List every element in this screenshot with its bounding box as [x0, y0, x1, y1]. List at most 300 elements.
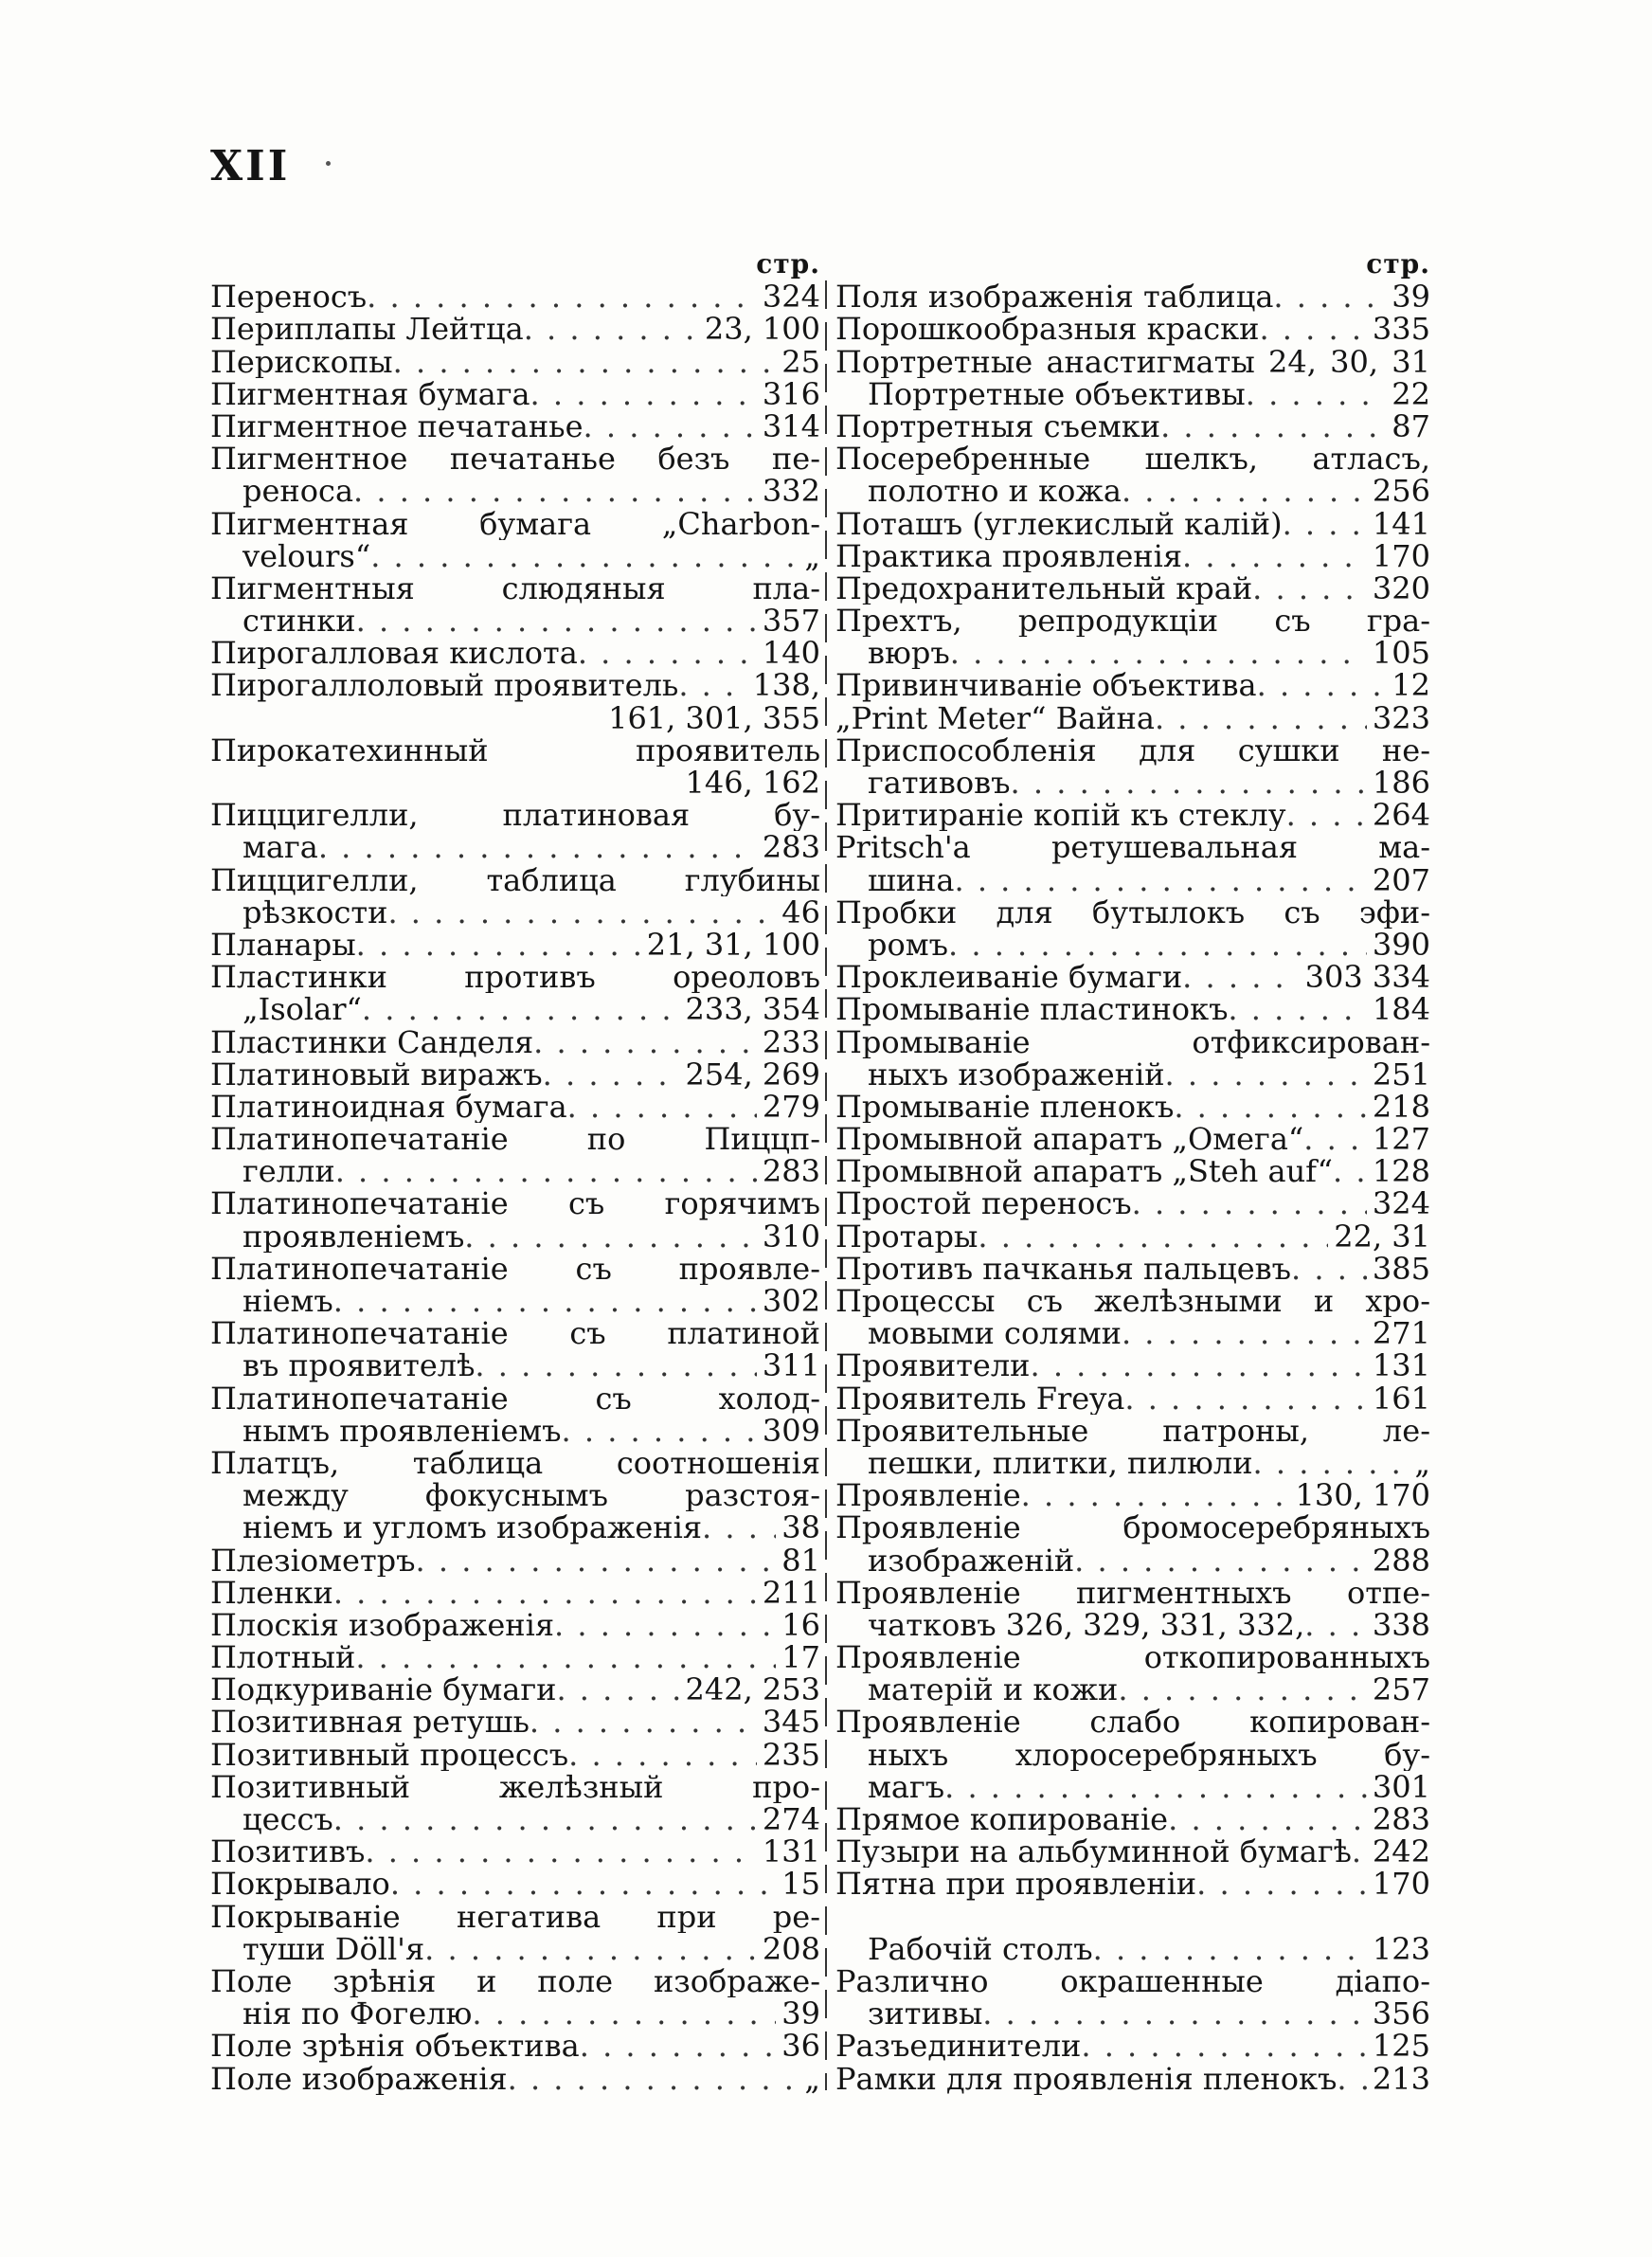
index-entry [835, 1220, 1430, 1253]
entry-page-ref: 207 [1372, 863, 1430, 896]
entry-term: стинки [242, 605, 356, 638]
entry-page-ref: 338 [1372, 1608, 1430, 1642]
index-entries-right [835, 280, 1430, 2095]
dot-leader [464, 1220, 757, 1253]
entry-page-ref: 283 [1372, 1803, 1430, 1836]
dot-leader [1337, 2063, 1367, 2095]
entry-term: Платинопечатаніе съ холод- [210, 1381, 820, 1415]
entry-page-ref: 21, 31, 100 [646, 928, 820, 962]
entry-term: Портретныя съемки [835, 409, 1161, 443]
index-entry [210, 346, 820, 378]
dot-leader [1118, 1673, 1367, 1706]
dot-leader [1333, 1155, 1367, 1187]
index-entry [210, 1058, 820, 1091]
entry-term: ніемъ и угломъ изображенія [242, 1511, 703, 1544]
index-entry [210, 1349, 820, 1381]
index-entry [835, 540, 1430, 572]
dot-leader [508, 2063, 799, 2095]
dot-leader [355, 1641, 776, 1673]
entry-page-ref: 131 [762, 1835, 820, 1869]
entry-term: ромъ [868, 928, 948, 962]
index-entry [835, 280, 1430, 313]
dot-leader [1304, 1609, 1367, 1641]
entry-term: Пластинки Санделя [210, 1025, 534, 1058]
index-entry [835, 1933, 1430, 1965]
index-entry [835, 1965, 1430, 1997]
index-entry [835, 1511, 1430, 1544]
index-entry [210, 540, 820, 572]
entry-page-ref: 46 [781, 895, 820, 929]
index-entry [210, 799, 820, 831]
index-entry [210, 896, 820, 929]
index-entry [210, 1868, 820, 1900]
index-entry [835, 864, 1430, 896]
column-divider [825, 280, 827, 2090]
dot-leader [1165, 1058, 1367, 1091]
entry-page-ref: 161 [1372, 1381, 1430, 1415]
index-entry [210, 1415, 820, 1447]
index-entry [835, 1026, 1430, 1058]
entry-term: Покрывало [210, 1868, 390, 1901]
dot-leader [524, 313, 699, 345]
index-entry [210, 410, 820, 442]
entry-term: Протары [835, 1219, 979, 1253]
index-entry [210, 1803, 820, 1835]
entry-term: Позитивная ретушь [210, 1706, 530, 1739]
index-entry [210, 1933, 820, 1965]
dot-leader [1081, 2030, 1367, 2062]
entry-term: Процессы съ желѣзными и хро- [835, 1285, 1430, 1318]
entry-page-ref: 251 [1372, 1057, 1430, 1091]
index-entry [210, 475, 820, 507]
entry-term: Прехтъ, репродукціи съ гра- [835, 605, 1430, 638]
entry-term: между фокуснымъ разстоя- [242, 1479, 820, 1512]
dot-leader [1273, 280, 1386, 313]
index-entry [210, 605, 820, 637]
entry-page-ref: 264 [1372, 799, 1430, 832]
index-entry [835, 1868, 1430, 1900]
index-entry [210, 1771, 820, 1803]
index-entry [210, 378, 820, 410]
index-entry [835, 410, 1430, 442]
dot-leader [1257, 669, 1387, 701]
dot-leader [948, 929, 1367, 961]
entry-term: Пигментная бумага [210, 377, 530, 410]
entry-page-ref: 170 [1372, 1868, 1430, 1901]
entry-term: изображеній [868, 1544, 1075, 1577]
index-entry [210, 1026, 820, 1058]
dot-leader [954, 864, 1366, 896]
dot-leader [1182, 540, 1367, 572]
entry-term: Порошкообразныя краски [835, 313, 1260, 346]
dot-leader [1093, 1933, 1367, 1965]
index-entry [210, 702, 820, 734]
index-column-left [210, 248, 820, 2095]
entry-page-ref: 385 [1372, 1252, 1430, 1285]
index-entry [210, 280, 820, 313]
entry-term: Пигментная бумага „Charbon- [210, 507, 820, 540]
entry-term: нымъ проявленіемъ [242, 1414, 562, 1447]
index-entry [210, 734, 820, 767]
entry-term: Подкуриваніе бумаги [210, 1673, 557, 1706]
entry-term: Платиноидная бумага [210, 1090, 567, 1124]
entry-page-ref: 16 [781, 1608, 820, 1642]
index-entry [835, 767, 1430, 799]
entry-term: Пирокатехинный проявитель [210, 733, 820, 767]
index-entry [210, 1285, 820, 1317]
dot-leader [950, 637, 1367, 669]
dot-leader [978, 1220, 1328, 1253]
entry-term: Пленки [210, 1576, 333, 1609]
index-entry [210, 1479, 820, 1511]
entry-page-ref: 324 [762, 280, 820, 314]
entry-page-ref: 146, 162 [685, 767, 820, 800]
entry-term: Различно окрашенные діапо- [835, 1964, 1430, 1998]
entry-term: нія по Фогелю [242, 1997, 473, 2031]
dot-leader [1122, 1317, 1367, 1349]
index-entry [210, 1091, 820, 1123]
index-entry [210, 1609, 820, 1641]
dot-leader [944, 1771, 1367, 1803]
entry-term: Поле зрѣнія объектива [210, 2030, 580, 2063]
dot-leader [365, 1835, 757, 1868]
dot-leader [333, 1577, 757, 1609]
entry-page-ref: 138, [752, 669, 820, 702]
entry-term: Проявители [835, 1349, 1031, 1382]
entry-page-ref: 283 [762, 831, 820, 864]
dot-leader [333, 1803, 757, 1835]
entry-term: Плезіометръ [210, 1544, 416, 1577]
entry-page-ref: 213 [1372, 2062, 1430, 2095]
index-entry [210, 1641, 820, 1673]
entry-term: Промываніе отфиксирован- [835, 1025, 1430, 1058]
index-entry [210, 1253, 820, 1285]
entry-page-ref: 22, 31 [1334, 1219, 1430, 1253]
dot-leader [1155, 702, 1367, 734]
index-entry [210, 669, 820, 701]
entry-term: вюръ [868, 637, 950, 670]
index-entry [835, 993, 1430, 1025]
dot-leader [387, 896, 776, 929]
index-entry [835, 2030, 1430, 2062]
entry-term: чатковъ 326, 329, 331, 332, [868, 1608, 1305, 1642]
index-entry [835, 1091, 1430, 1123]
dot-leader [1352, 1835, 1367, 1868]
index-entry [210, 929, 820, 961]
index-entry [835, 669, 1430, 701]
index-entry [835, 1285, 1430, 1317]
entry-page-ref: 242, 253 [685, 1673, 820, 1706]
index-entry [835, 1544, 1430, 1577]
entry-term: Рамки для проявленія пленокъ [835, 2062, 1338, 2095]
entry-term: Промываніе пластинокъ [835, 993, 1229, 1026]
entry-term: Пятна при проявленіи [835, 1868, 1197, 1901]
entry-term: „Isolar“ [242, 993, 362, 1026]
entry-page-ref: 170 [1372, 539, 1430, 572]
dot-leader [1011, 767, 1367, 799]
dot-leader [1124, 1382, 1367, 1415]
entry-term: цессъ [242, 1803, 333, 1836]
entry-page-ref: 127 [1372, 1123, 1430, 1156]
index-entry [210, 831, 820, 863]
entry-term: Прямое копированіе [835, 1803, 1169, 1836]
index-entry [835, 1771, 1430, 1803]
index-entry [835, 734, 1430, 767]
dot-leader [356, 929, 641, 961]
page-column-header: стр. [1366, 248, 1430, 280]
dot-leader [1021, 1479, 1290, 1511]
entry-page-ref: 235 [762, 1738, 820, 1771]
entry-page-ref: 335 [1372, 313, 1430, 346]
entry-term: Пробки для бутылокъ съ эфи- [835, 895, 1430, 929]
entry-page-ref: 271 [1372, 1317, 1430, 1350]
entry-term: реноса [242, 475, 354, 508]
index-entry [835, 1187, 1430, 1219]
entry-term: Посеребренные шелкъ, атласъ, [835, 442, 1430, 476]
index-entry [210, 1997, 820, 2030]
dot-leader [1259, 313, 1366, 345]
entry-page-ref: 257 [1372, 1673, 1430, 1706]
entry-page-ref: „ [804, 539, 820, 572]
index-entry [210, 442, 820, 475]
entry-page-ref: 283 [762, 1155, 820, 1188]
entry-term: Портретные анастигматы 24, 30, 31 [835, 345, 1430, 378]
dot-leader [678, 669, 746, 701]
entry-term: Портретные объективы [868, 377, 1246, 410]
entry-term: матерій и кожи [868, 1673, 1119, 1706]
entry-term: Притираніе копій къ стеклу [835, 799, 1286, 832]
index-entry [835, 1739, 1430, 1771]
entry-page-ref: 186 [1372, 767, 1430, 800]
dot-leader [702, 1511, 776, 1544]
entry-term: Проявленіе откопированныхъ [835, 1641, 1430, 1674]
entry-page-ref: 87 [1392, 409, 1430, 443]
index-entry [835, 1447, 1430, 1479]
entry-term: Предохранительный край [835, 571, 1253, 605]
entry-term: туши Döll'я [242, 1932, 425, 1965]
entry-page-ref: 332 [762, 475, 820, 508]
index-entry [210, 1317, 820, 1349]
dot-leader [318, 831, 757, 863]
index-entry [210, 1447, 820, 1479]
index-entry [210, 1123, 820, 1155]
index-entry [835, 1577, 1430, 1609]
dot-leader [335, 1155, 757, 1187]
index-entry [210, 2063, 820, 2095]
entry-term: Проклеиваніе бумаги [835, 961, 1183, 994]
entry-term: Промываніе пленокъ [835, 1090, 1175, 1124]
entry-term: ныхъ изображеній [868, 1057, 1165, 1091]
entry-page-ref: 105 [1372, 637, 1430, 670]
index-entry [210, 572, 820, 605]
index-entry [210, 508, 820, 540]
index-entry [835, 313, 1430, 345]
dot-leader [1291, 1253, 1367, 1285]
index-entry [210, 1901, 820, 1933]
index-entry [210, 2030, 820, 2062]
index-entry [835, 637, 1430, 669]
entry-page-ref: 141 [1372, 507, 1430, 540]
dot-leader [362, 993, 680, 1025]
entry-page-ref: 123 [1372, 1932, 1430, 1965]
entry-term: Позитивный желѣзный про- [210, 1770, 820, 1803]
index-entry [835, 346, 1430, 378]
entry-term: Переносъ [210, 280, 368, 314]
dot-leader [1303, 1123, 1367, 1155]
entry-term: Платиновый виражъ [210, 1057, 543, 1091]
index-entry [210, 1511, 820, 1544]
entry-term: гелли [242, 1155, 335, 1188]
entry-page-ref: 256 [1372, 475, 1430, 508]
entry-term: гативовъ [868, 767, 1011, 800]
entry-page-ref: 128 [1372, 1155, 1430, 1188]
dot-leader [390, 1868, 776, 1900]
entry-term: мовыми солями [868, 1317, 1122, 1350]
dot-leader [1122, 475, 1367, 507]
entry-term: Периплапы Лейтца [210, 313, 524, 346]
index-entry [835, 1803, 1430, 1835]
entry-term: мага [242, 831, 318, 864]
entry-page-ref: 356 [1372, 1997, 1430, 2031]
entry-term: Поля изображенія таблица [835, 280, 1274, 314]
entry-term: зитивы [868, 1997, 983, 2031]
entry-page-ref: 274 [762, 1803, 820, 1836]
entry-page-ref: 161, 301, 355 [608, 701, 820, 734]
entry-page-ref: 323 [1372, 701, 1430, 734]
entry-page-ref: 320 [1372, 571, 1430, 605]
entry-page-ref: 309 [762, 1414, 820, 1447]
entry-term: магъ [868, 1770, 945, 1803]
dot-leader [584, 410, 757, 442]
entry-term: Проявительные патроны, ле- [835, 1414, 1430, 1447]
index-entry [210, 961, 820, 993]
entry-term: velours“ [242, 539, 371, 572]
index-entry [210, 993, 820, 1025]
entry-term: Проявленіе слабо копирован- [835, 1706, 1430, 1739]
entry-term: Разъединители [835, 2030, 1082, 2063]
index-entry [835, 1997, 1430, 2030]
index-entries-left [210, 280, 820, 2095]
entry-page-ref: 211 [762, 1576, 820, 1609]
entry-term: Поле зрѣнія и поле изображе- [210, 1964, 820, 1998]
index-entry [210, 1544, 820, 1577]
index-entry [835, 442, 1430, 475]
entry-term: Платинопечатаніе съ проявле- [210, 1252, 820, 1285]
entry-term: Платинопечатаніе съ платиной [210, 1317, 820, 1350]
index-entry [210, 1382, 820, 1415]
entry-term: полотно и кожа [868, 475, 1122, 508]
entry-term: Проявленіе бромосеребряныхъ [835, 1511, 1430, 1544]
dot-leader [580, 2030, 777, 2062]
page-column-header: стр. [756, 248, 820, 280]
index-entry [210, 1835, 820, 1868]
dot-leader [1286, 799, 1367, 831]
index-entry [835, 1253, 1430, 1285]
entry-page-ref: 279 [762, 1090, 820, 1124]
dot-leader [356, 605, 757, 637]
entry-page-ref: 254, 269 [685, 1057, 820, 1091]
index-column-right [835, 248, 1430, 2095]
index-entry [835, 475, 1430, 507]
dot-leader [1283, 508, 1367, 540]
entry-term: Проявленіе [835, 1479, 1021, 1512]
dot-leader [353, 475, 757, 507]
entry-page-ref: 357 [762, 605, 820, 638]
index-entry [210, 1187, 820, 1219]
entry-term: Привинчиваніе объектива [835, 669, 1257, 702]
entry-term: Платцъ, таблица соотношенія [210, 1446, 820, 1480]
entry-page-ref: 81 [781, 1544, 820, 1577]
dot-leader [475, 1349, 757, 1381]
entry-term: Простой переносъ [835, 1187, 1132, 1220]
entry-term: Плотный [210, 1641, 356, 1674]
entry-page-ref: 316 [762, 377, 820, 410]
dot-leader [1253, 1447, 1410, 1479]
dot-leader [554, 1609, 776, 1641]
index-entry [835, 896, 1430, 929]
entry-page-ref: 12 [1392, 669, 1430, 702]
entry-page-ref: 25 [781, 345, 820, 378]
entry-term: въ проявителѣ [242, 1349, 476, 1382]
entry-page-ref: 208 [762, 1932, 820, 1965]
entry-term: Рабочій столъ [868, 1932, 1093, 1965]
entry-page-ref: 38 [781, 1511, 820, 1544]
index-entry [210, 1220, 820, 1253]
index-entry [210, 1155, 820, 1187]
entry-term: Платинопечатаніе съ горячимъ [210, 1187, 820, 1220]
index-entry [835, 1349, 1430, 1381]
entry-term: пешки, плитки, пилюли [868, 1446, 1253, 1480]
dot-leader [1228, 993, 1367, 1025]
index-entry [835, 2063, 1430, 2095]
dot-leader [472, 1997, 776, 2030]
entry-page-ref: 288 [1372, 1544, 1430, 1577]
dot-leader [982, 1997, 1367, 2030]
entry-term: Пиццигелли, платиновая бу- [210, 799, 820, 832]
entry-page-ref: 233 [762, 1025, 820, 1058]
dot-leader [568, 1739, 757, 1771]
index-entry [835, 1317, 1430, 1349]
dot-leader [1252, 572, 1367, 605]
dot-leader [1196, 1868, 1367, 1900]
entry-term: Пиццигелли, таблица глубины [210, 863, 820, 896]
entry-term: Пигментное печатанье безъ пе- [210, 442, 820, 476]
entry-term: Плоскія изображенія [210, 1608, 555, 1642]
index-entry [210, 1739, 820, 1771]
dot-leader [1030, 1349, 1366, 1381]
entry-term: Промывной апаратъ „Steh auf“ [835, 1155, 1333, 1188]
entry-term: Пирогаллоловый проявитель [210, 669, 679, 702]
entry-page-ref: 39 [1392, 280, 1430, 314]
entry-term: Позитивный процессъ [210, 1738, 569, 1771]
entry-term: шина [868, 863, 955, 896]
index-entry [835, 1479, 1430, 1511]
index-entry [835, 1058, 1430, 1091]
entry-term: Пигментныя слюдяныя пла- [210, 571, 820, 605]
index-entry [210, 1706, 820, 1738]
index-entry [835, 1382, 1430, 1415]
entry-term: ныхъ хлоросеребряныхъ бу- [868, 1738, 1430, 1771]
entry-term: Позитивъ [210, 1835, 366, 1869]
index-entry [835, 508, 1430, 540]
entry-page-ref: 125 [1372, 2030, 1430, 2063]
dot-leader [533, 1026, 757, 1058]
index-entry [835, 929, 1430, 961]
entry-page-ref: 233, 354 [685, 993, 820, 1026]
index-entry [835, 1609, 1430, 1641]
entry-term: Проявитель Freya [835, 1381, 1125, 1415]
dot-leader [578, 637, 757, 669]
